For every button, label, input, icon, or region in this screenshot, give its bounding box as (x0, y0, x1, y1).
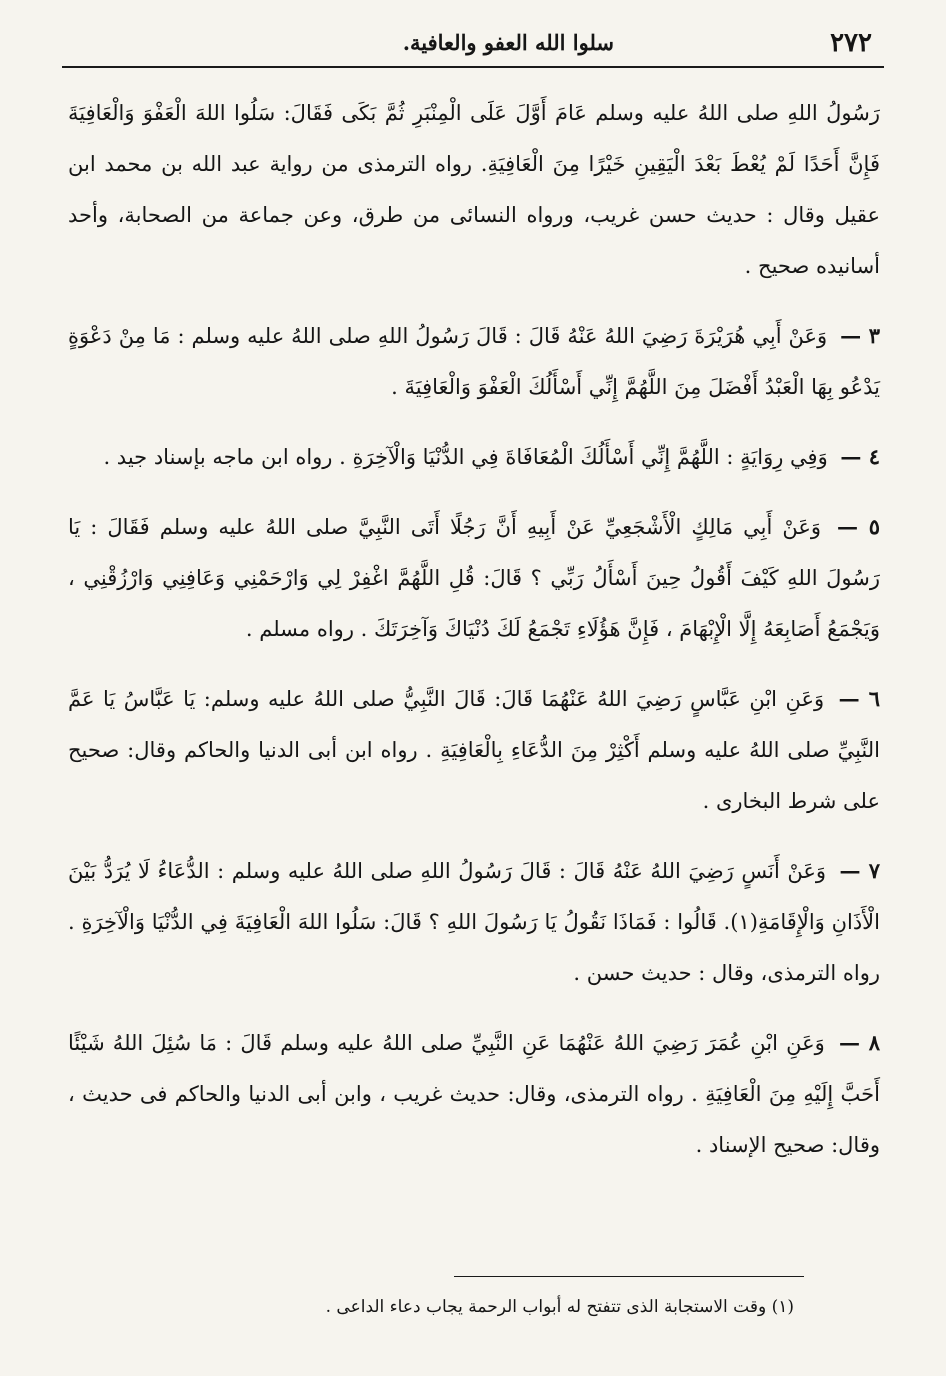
hadith-number: ٨ — (838, 1030, 880, 1055)
hadith-5 (68, 501, 880, 655)
paragraph-text: وَعَنْ أَبِي مَالِكٍ الْأَشْجَعِيِّ عَنْ أَبِيهِ أَنَّ رَجُلًا أَتَى النَّبِيَّ صلى اللهُ عليه وسلم فَقَالَ : يَا رَسُولَ اللهِ كَيْفَ أَقُولُ حِينَ أَسْأَلُ رَبِّي ؟ قَالَ: قُلِ اللَّهُمَّ اغْفِرْ لِي وَارْحَمْنِي وَعَافِنِي وَارْزُقْنِي ، وَيَجْمَعُ أَصَابِعَهُ إِلَّا الْإِبْهَامَ ، فَإِنَّ هَؤُلَاءِ تَجْمَعُ لَكَ دُنْيَاكَ وَآخِرَتَكَ . رواه مسلم . (68, 515, 880, 641)
paragraph-text: وَعَنِ ابْنِ عُمَرَ رَضِيَ اللهُ عَنْهُمَا عَنِ النَّبِيِّ صلى اللهُ عليه وسلم قَالَ : مَا سُئِلَ اللهُ شَيْئًا أَحَبَّ إِلَيْهِ مِنَ الْعَافِيَةِ . رواه الترمذى، وقال: حديث غريب ، وابن أبى الدنيا والحاكم فى حديث ، وقال: صحيح الإسناد . (68, 1031, 880, 1157)
hadith-6 (68, 673, 880, 827)
footnote: (١) وقت الاستجابة الذى تتفتح له أبواب الرحمة يجاب دعاء الداعى . (325, 1297, 794, 1317)
hadith-number: ٤ — (840, 444, 880, 469)
page-number: ٢٧٢ (830, 28, 872, 58)
footnote-divider (454, 1276, 804, 1277)
paragraph-text: وَفِي رِوَايَةٍ : اللَّهُمَّ إِنِّي أَسْأَلُكَ الْمُعَافَاةَ فِي الدُّنْيَا وَالْآخِرَةِ . رواه ابن ماجه بإسناد جيد . (103, 445, 828, 469)
paragraph-text: وَعَنِ ابْنِ عَبَّاسٍ رَضِيَ اللهُ عَنْهُمَا قَالَ: قَالَ النَّبِيُّ صلى اللهُ عليه وسلم: يَا عَبَّاسُ يَا عَمَّ النَّبِيِّ صلى اللهُ عليه وسلم أَكْثِرْ مِنَ الدُّعَاءِ بِالْعَافِيَةِ . رواه ابن أبى الدنيا والحاكم وقال: صحيح على شرط البخارى . (68, 687, 880, 813)
hadith-8 (68, 1017, 880, 1171)
paragraph-text: وَعَنْ أَبِي هُرَيْرَةَ رَضِيَ اللهُ عَنْهُ قَالَ : قَالَ رَسُولُ اللهِ صلى اللهُ عليه وسلم : مَا مِنْ دَعْوَةٍ يَدْعُو بِهَا الْعَبْدُ أَفْضَلَ مِنَ اللَّهُمَّ إِنِّي أَسْأَلُكَ الْعَفْوَ وَالْعَافِيَةَ . (68, 324, 880, 399)
paragraph-text: وَعَنْ أَنَسٍ رَضِيَ اللهُ عَنْهُ قَالَ : قَالَ رَسُولُ اللهِ صلى اللهُ عليه وسلم : الدُّعَاءُ لَا يُرَدُّ بَيْنَ الْأَذَانِ وَالْإِقَامَةِ(١). قَالُوا : فَمَاذَا نَقُولُ يَا رَسُولَ اللهِ ؟ قَالَ: سَلُوا اللهَ الْعَافِيَةَ فِي الدُّنْيَا وَالْآخِرَةِ . رواه الترمذى، وقال : حديث حسن . (68, 859, 880, 985)
hadith-3 (68, 310, 880, 413)
running-title: سلوا الله العفو والعافية. (402, 30, 614, 55)
hadith-7 (68, 845, 880, 999)
hadith-4 (68, 431, 880, 483)
page-header (62, 18, 884, 68)
hadith-number: ٦ — (838, 686, 880, 711)
book-page (62, 0, 884, 1376)
paragraph-text: رَسُولُ اللهِ صلى اللهُ عليه وسلم عَامَ أَوَّلَ عَلَى الْمِنْبَرِ ثُمَّ بَكَى فَقَالَ: سَلُوا اللهَ الْعَفْوَ وَالْعَافِيَةَ فَإِنَّ أَحَدًا لَمْ يُعْطَ بَعْدَ الْيَقِينِ خَيْرًا مِنَ الْعَافِيَةِ. رواه الترمذى من رواية عبد الله بن محمد ابن عقيل وقال : حديث حسن غريب، ورواه النسائى من طرق، وعن جماعة من الصحابة، وأحد أسانيده صحيح . (68, 101, 880, 278)
paragraph-continuation (68, 88, 880, 292)
hadith-number: ٧ — (839, 858, 880, 883)
body-text (68, 88, 880, 1189)
hadith-number: ٣ — (840, 323, 881, 348)
hadith-number: ٥ — (837, 514, 880, 539)
